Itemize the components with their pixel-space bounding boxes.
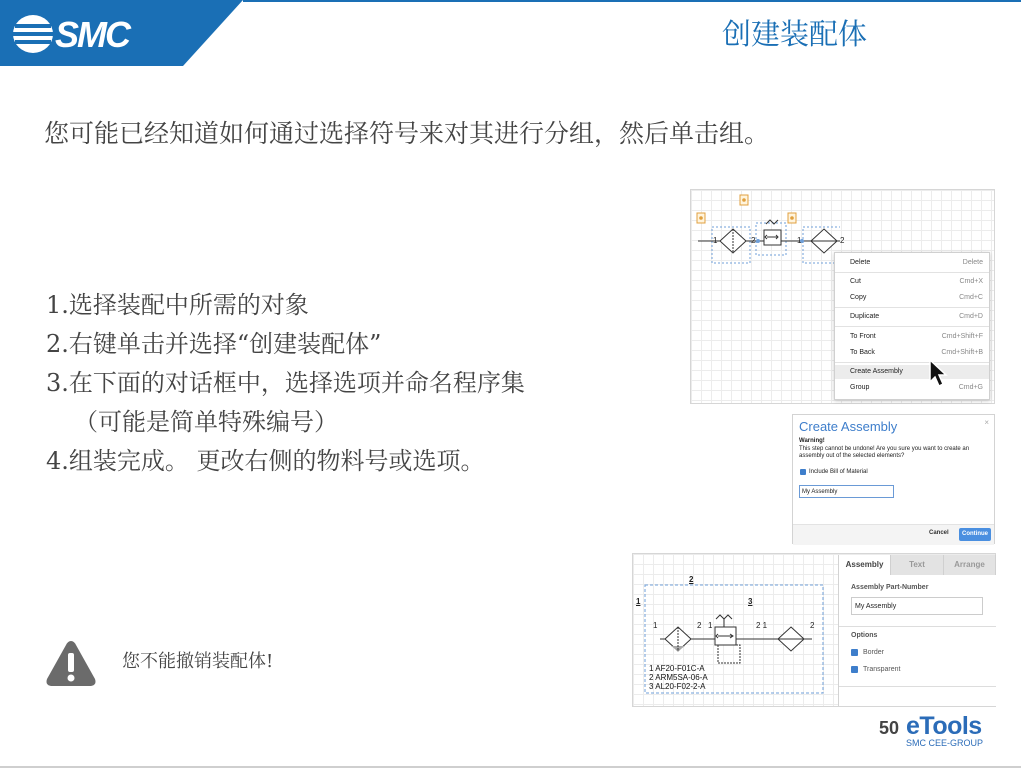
menu-item-label: Duplicate (850, 313, 880, 320)
diagram-symbols (690, 189, 840, 279)
assembly-label: 2 (689, 575, 694, 584)
context-menu (834, 252, 990, 400)
continue-button[interactable]: Continue (959, 528, 991, 541)
transparent-option-label: Transparent (863, 666, 901, 673)
port-label: 2 1 (756, 621, 768, 630)
panel-divider (839, 686, 996, 687)
dialog-warning-label: Warning! (799, 438, 825, 444)
step-4: 4.组装完成。 更改右侧的物料号或选项。 (46, 447, 485, 475)
menu-divider (835, 326, 989, 327)
assembly-name-input[interactable]: My Assembly (799, 485, 894, 498)
assembly-label: 1 (636, 597, 641, 606)
menu-item-shortcut: Cmd+D (959, 313, 983, 320)
tab-text[interactable]: Text (891, 555, 944, 575)
menu-item-create-assembly[interactable] (835, 365, 989, 379)
create-assembly-dialog (792, 414, 995, 544)
menu-divider (835, 362, 989, 363)
menu-item-label: Group (850, 384, 870, 391)
port-label: 1 (708, 621, 713, 630)
tab-arrange[interactable]: Arrange (944, 555, 996, 575)
menu-item-label: Create Assembly (850, 368, 903, 375)
menu-item-shortcut: Cmd+Shift+F (941, 333, 983, 340)
menu-item-shortcut: Cmd+Shift+B (941, 349, 983, 356)
part-number-input[interactable]: My Assembly (851, 597, 983, 615)
intro-text: 您可能已经知道如何通过选择符号来对其进行分组，然后单击组。 (44, 119, 770, 148)
include-bom-label: Include Bill of Material (809, 469, 868, 475)
cancel-button[interactable]: Cancel (929, 530, 949, 536)
header-banner (0, 0, 1021, 70)
port-label: 1 (653, 621, 658, 630)
brand-subtitle: SMC CEE-GROUP (906, 738, 984, 748)
menu-item-shortcut: Delete (962, 259, 983, 266)
menu-item-label: Cut (850, 278, 861, 285)
close-icon[interactable]: × (984, 418, 989, 427)
menu-item-to-front[interactable] (835, 330, 989, 344)
menu-item-to-back[interactable] (835, 346, 989, 360)
menu-item-label: Delete (850, 259, 871, 266)
menu-item-label: To Back (850, 349, 875, 356)
menu-item-copy[interactable] (835, 291, 989, 305)
menu-item-shortcut: Cmd+G (958, 384, 983, 391)
tab-assembly[interactable]: Assembly (839, 555, 891, 575)
etools-logo: eTools (906, 712, 982, 740)
menu-divider (835, 272, 989, 273)
step-2: 2.右键单击并选择“创建装配体” (46, 330, 382, 358)
diagram-label: 1 (713, 236, 718, 245)
dialog-footer (793, 524, 994, 545)
step-1: 1.选择装配中所需的对象 (46, 291, 309, 319)
page-title: 创建装配体 (722, 17, 868, 51)
steps-list (46, 286, 525, 481)
border-checkbox[interactable] (851, 649, 858, 656)
diagram-label: 2 (840, 236, 845, 245)
menu-divider (835, 307, 989, 308)
menu-item-delete[interactable] (835, 256, 989, 270)
transparent-checkbox[interactable] (851, 666, 858, 673)
menu-item-shortcut: Cmd+C (959, 294, 983, 301)
dialog-title: Create Assembly (799, 419, 898, 434)
format-panel (838, 555, 996, 706)
part-number-label: Assembly Part-Number (851, 584, 929, 591)
menu-item-label: To Front (850, 333, 876, 340)
menu-item-shortcut: Cmd+X (959, 278, 983, 285)
menu-item-cut[interactable] (835, 275, 989, 289)
step-3: 3.在下面的对话框中，选择选项并命名程序集 (46, 369, 525, 397)
bom-list (649, 664, 708, 691)
diagram-label: 1 (797, 236, 802, 245)
port-label: 2 (810, 621, 815, 630)
bom-item: 1 AF20-F01C-A (649, 664, 705, 673)
include-bom-checkbox[interactable] (800, 469, 806, 475)
dialog-message: This step cannot be undone! Are you sure you want to create an assembly out of the selected elements? (799, 446, 970, 459)
mouse-cursor-icon (928, 358, 950, 388)
warning-icon (45, 637, 97, 689)
logo-text: SMC (55, 14, 129, 55)
options-label: Options (851, 632, 878, 639)
menu-item-duplicate[interactable] (835, 310, 989, 324)
assembly-label: 3 (748, 597, 753, 606)
diagram-label: 2 (751, 236, 756, 245)
warning-text: 您不能撤销装配体! (122, 651, 274, 672)
bom-item: 3 AL20-F02-2-A (649, 682, 706, 691)
border-option-label: Border (863, 649, 885, 656)
page-number: 50 (879, 718, 900, 738)
step-3-note: （可能是简单特殊编号） (74, 408, 338, 436)
menu-item-group[interactable] (835, 381, 989, 395)
panel-divider (839, 626, 996, 627)
menu-item-label: Copy (850, 294, 867, 301)
smc-logo-icon (12, 14, 54, 54)
bom-item: 2 ARM5SA-06-A (649, 673, 708, 682)
port-label: 2 (697, 621, 702, 630)
